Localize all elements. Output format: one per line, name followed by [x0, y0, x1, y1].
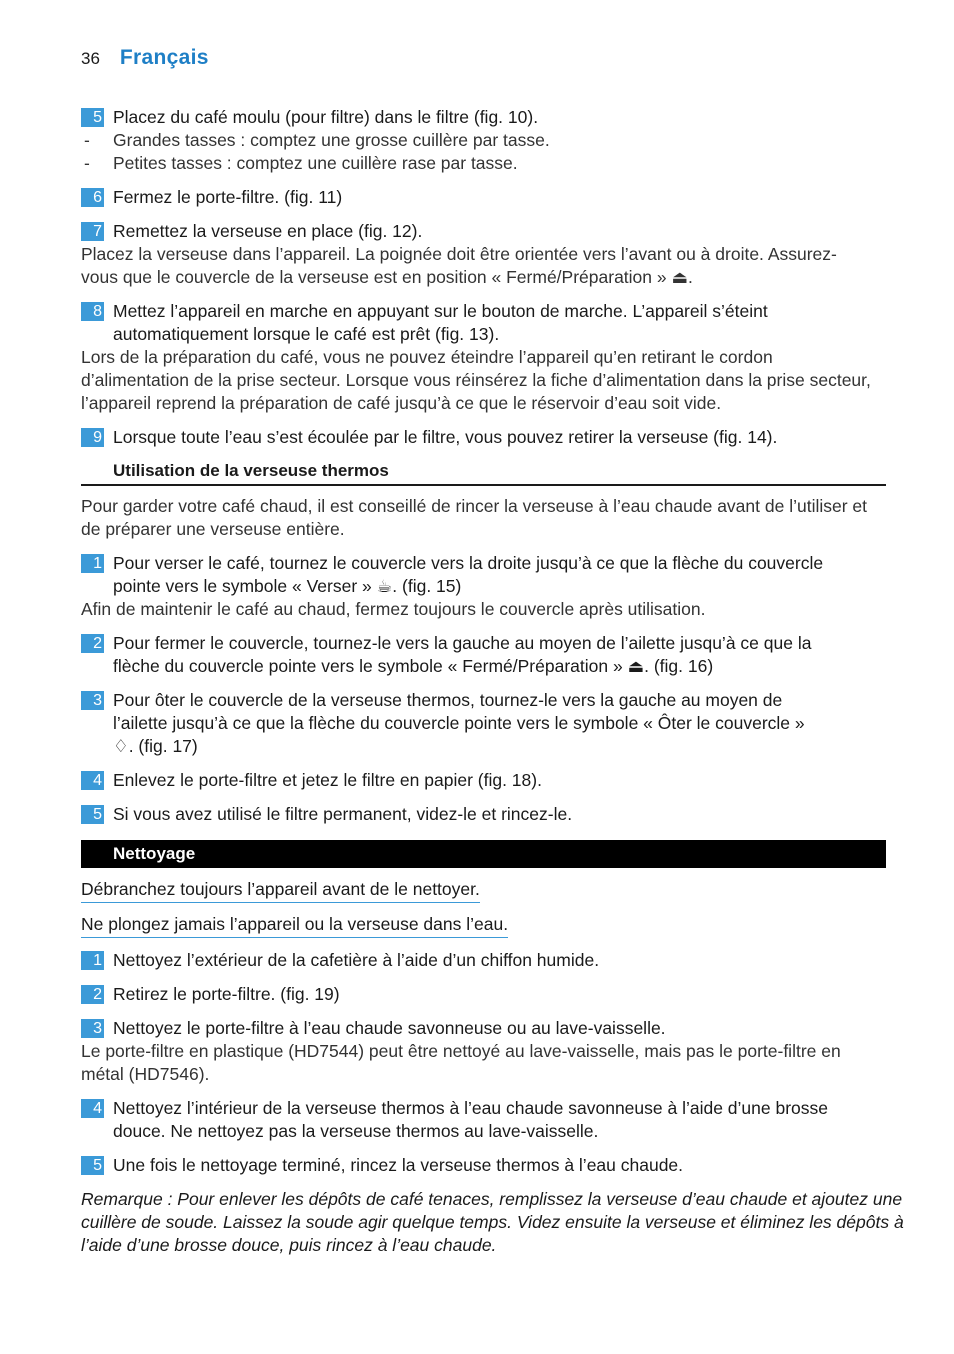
step-7-explanation: Placez la verseuse dans l’appareil. La poignée doit être orientée vers l’avant ou à droite. Assurez- vous que le couvercle de la verseuse est en position « Fermé/Préparation » ⏏.: [81, 244, 837, 287]
step-text: Une fois le nettoyage terminé, rincez la verseuse thermos à l’eau chaude.: [113, 1155, 684, 1175]
step-number-badge: 2: [81, 985, 104, 1004]
remark-note: Remarque : Pour enlever les dépôts de café tenaces, remplissez la verseuse d’eau chaude et ajoutez une cuillère de soude. Laissez la soude agir quelque temps. Videz ensuite la verseuse et éliminez les dépôts à l’aide d’une brosse douce, puis rincez à l’eau chaude.: [81, 1189, 904, 1255]
step-number-badge: 8: [81, 302, 104, 321]
thermos-step-3-remove-lid: [81, 689, 886, 758]
section-heading-cleaning: Nettoyage: [81, 840, 886, 868]
cleaning-step-2-remove-filter-holder: [81, 983, 886, 1006]
warning-unplug: Débranchez toujours l’appareil avant de le nettoyer.: [81, 878, 480, 903]
step-text: Nettoyez l’extérieur de la cafetière à l’aide d’un chiffon humide.: [113, 950, 600, 970]
step-8-switch-on: [81, 300, 886, 346]
thermos-step-5-permanent-filter: [81, 803, 886, 826]
cleaning-step-4-thermos-interior: [81, 1097, 886, 1143]
step-text: Nettoyez l’intérieur de la verseuse thermos à l’eau chaude savonneuse à l’aide d’une brosse douce. Ne nettoyez pas la verseuse thermos au lave-vaisselle.: [113, 1098, 829, 1141]
step-text: Nettoyez le porte-filtre à l’eau chaude savonneuse ou au lave-vaisselle.: [113, 1018, 666, 1038]
page-number: 36: [81, 49, 100, 68]
cleaning-step-5-rinse: [81, 1154, 886, 1177]
step-9-remove-jug: [81, 426, 886, 449]
warning-no-immersion: Ne plongez jamais l’appareil ou la verseuse dans l’eau.: [81, 913, 508, 938]
step-7-replace-jug: [81, 220, 886, 243]
step-number-badge: 9: [81, 428, 104, 447]
step-text: Placez du café moulu (pour filtre) dans le filtre (fig. 10).: [113, 107, 539, 127]
step-number-badge: 7: [81, 222, 104, 241]
cleaning-step-1-exterior: [81, 949, 886, 972]
thermos-step-1-note: Afin de maintenir le café au chaud, fermez toujours le couvercle après utilisation.: [81, 599, 706, 619]
step-text: Enlevez le porte-filtre et jetez le filtre en papier (fig. 18).: [113, 770, 542, 790]
step-number-badge: 4: [81, 771, 104, 790]
cleaning-step-3-explanation: Le porte-filtre en plastique (HD7544) peut être nettoyé au lave-vaisselle, mais pas le porte-filtre en métal (HD7546).: [81, 1041, 841, 1084]
step-number-badge: 5: [81, 108, 104, 127]
thermos-step-2-close-lid: [81, 632, 886, 678]
thermos-step-4-discard-filter: [81, 769, 886, 792]
step-text: Pour ôter le couvercle de la verseuse thermos, tournez-le vers la gauche au moyen de l’ailette jusqu’à ce que la flèche du couvercle pointe vers le symbole « Ôter le couvercle » ♢. (fig. 17): [113, 690, 805, 756]
step-number-badge: 3: [81, 1019, 104, 1038]
step-text: Pour verser le café, tournez le couvercle vers la droite jusqu’à ce que la flèche du couvercle pointe vers le symbole « Verser » ☕. (fig. 15): [113, 553, 824, 596]
thermos-intro: Pour garder votre café chaud, il est conseillé de rincer la verseuse à l’eau chaude avant de l’utiliser et de préparer une verseuse entière.: [81, 496, 867, 539]
cleaning-step-3-wash-filter-holder: [81, 1017, 886, 1040]
step-text: Pour fermer le couvercle, tournez-le vers la gauche au moyen de l’ailette jusqu’à ce que la flèche du couvercle pointe vers le symbole « Fermé/Préparation » ⏏. (fig. 16): [113, 633, 812, 676]
step-number-badge: 3: [81, 691, 104, 710]
thermos-step-1-pour: [81, 552, 886, 598]
step-number-badge: 4: [81, 1099, 104, 1118]
language-title: Français: [119, 46, 209, 69]
page-content: [81, 106, 904, 1257]
step-number-badge: 5: [81, 805, 104, 824]
step-6-close-filter-holder: [81, 186, 886, 209]
step-text: Mettez l’appareil en marche en appuyant sur le bouton de marche. L’appareil s’éteint automatiquement lorsque le café est prêt (fig. 13).: [113, 301, 768, 344]
step-number-badge: 2: [81, 634, 104, 653]
step-number-badge: 1: [81, 554, 104, 573]
step-number-badge: 6: [81, 188, 104, 207]
step-number-badge: 5: [81, 1156, 104, 1175]
page-header: [81, 46, 209, 76]
step-text: Retirez le porte-filtre. (fig. 19): [113, 984, 340, 1004]
bullet-small-cups: - Petites tasses : comptez une cuillère rase par tasse.: [84, 153, 518, 173]
step-8-explanation: Lors de la préparation du café, vous ne pouvez éteindre l’appareil qu’en retirant le cordon d’alimentation de la prise secteur. Lorsque vous réinsérez la fiche d’alimentation dans la prise secteur, l’appareil reprend la préparation de café jusqu’à ce que le réservoir d’eau soit vide.: [81, 347, 871, 413]
step-number-badge: 1: [81, 951, 104, 970]
step-text: Remettez la verseuse en place (fig. 12).: [113, 221, 423, 241]
section-heading-thermos: Utilisation de la verseuse thermos: [81, 460, 886, 486]
bullet-large-cups: - Grandes tasses : comptez une grosse cuillère par tasse.: [84, 130, 550, 150]
step-5-fill-filter: [81, 106, 886, 129]
step-text: Si vous avez utilisé le filtre permanent, videz-le et rincez-le.: [113, 804, 573, 824]
step-text: Lorsque toute l’eau s’est écoulée par le filtre, vous pouvez retirer la verseuse (fig. 14).: [113, 427, 778, 447]
step-text: Fermez le porte-filtre. (fig. 11): [113, 187, 343, 207]
